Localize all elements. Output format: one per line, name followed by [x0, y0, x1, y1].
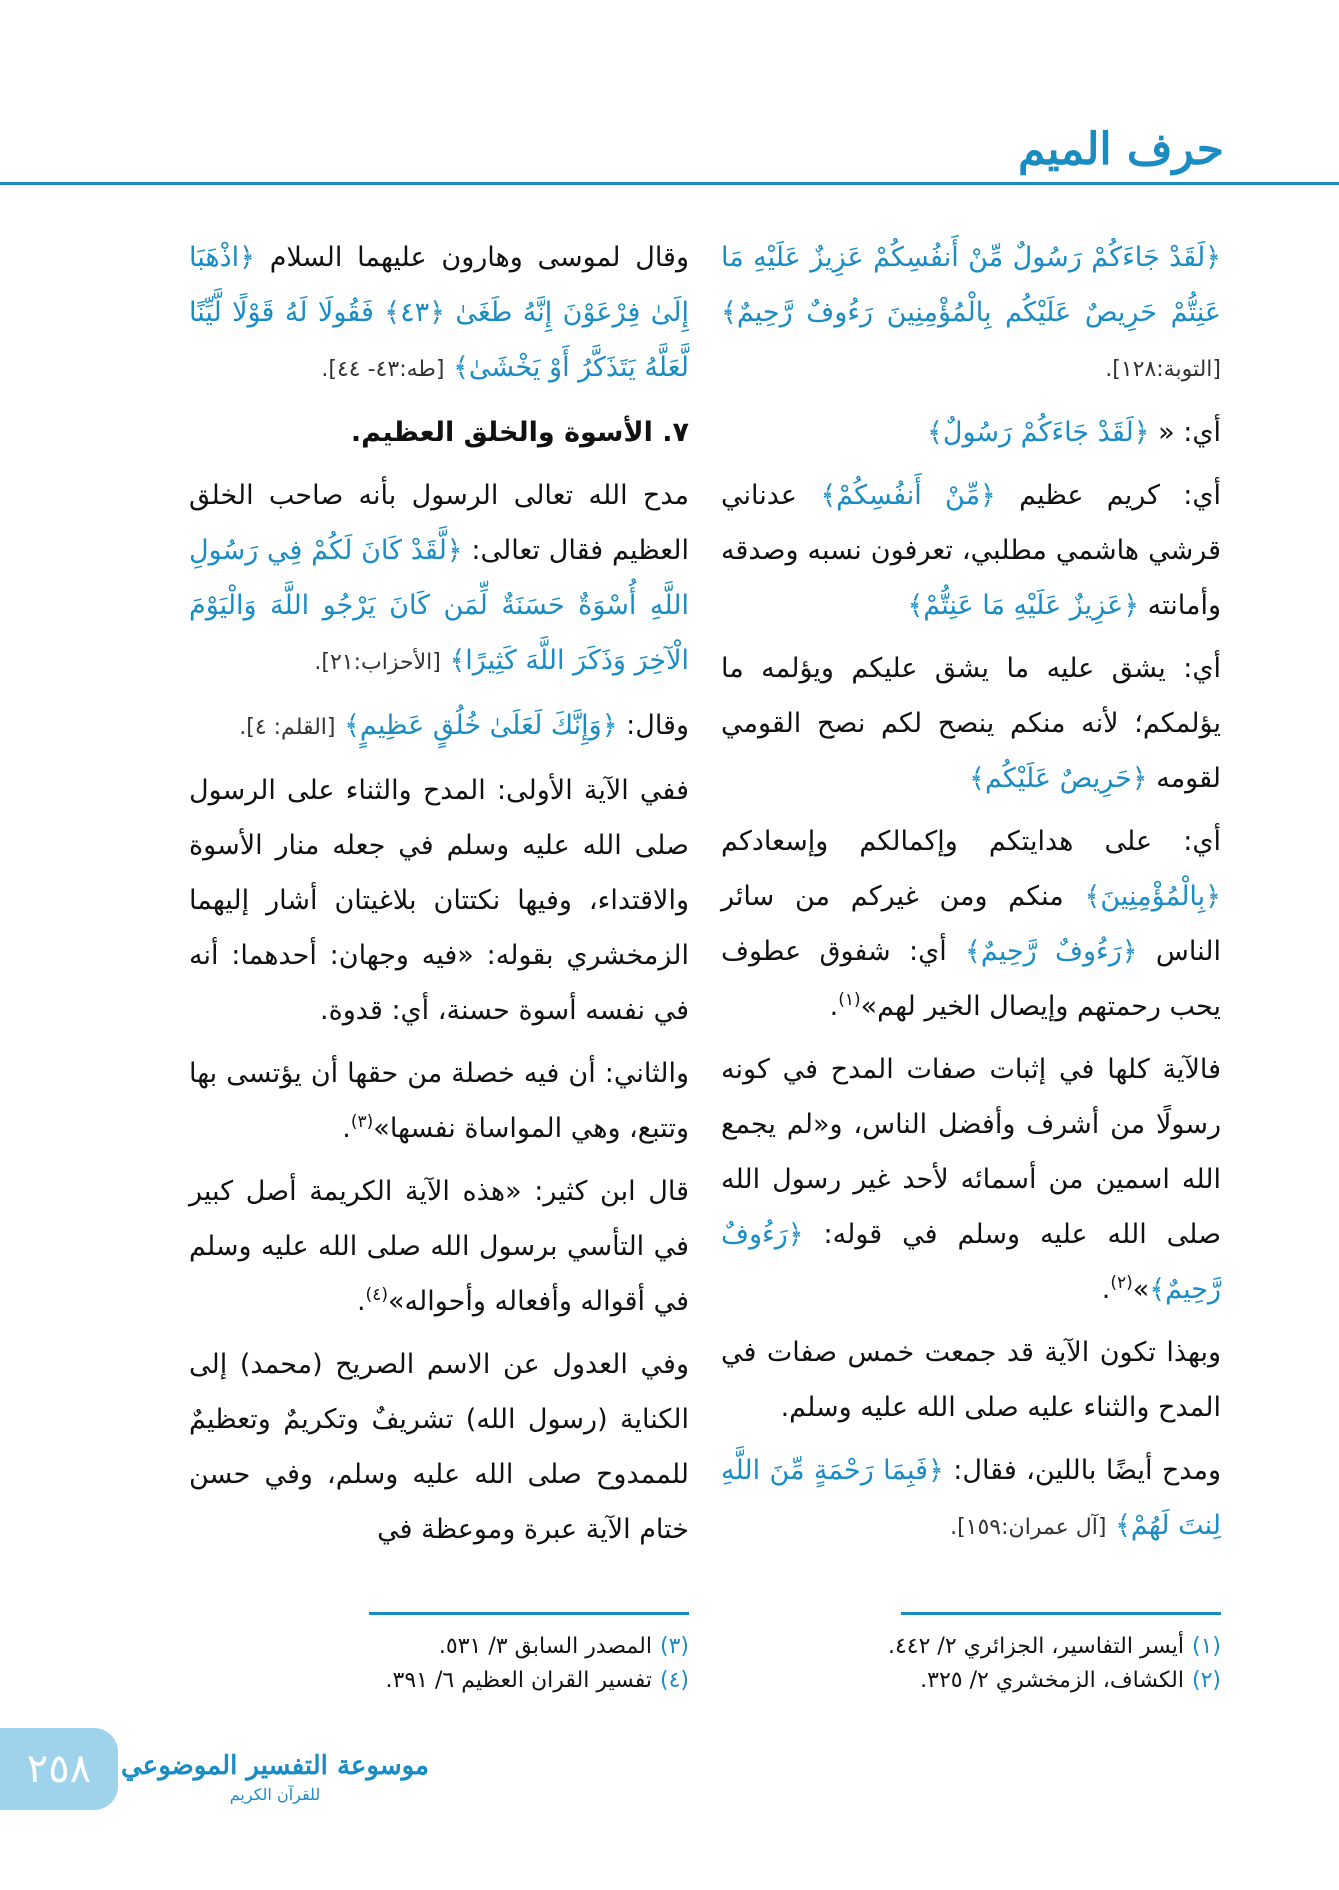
paragraph: وفي العدول عن الاسم الصريح (محمد) إلى الكناية (رسول الله) تشريفٌ وتكريمٌ وتعظيمٌ للممدوح صلى الله عليه وسلم، وفي حسن ختام الآية عبرة وموعظة في: [189, 1349, 689, 1545]
quran-verse: ﴿لَقَدْ جَاءَكُمْ رَسُولٌ مِّنْ أَنفُسِكُمْ عَزِيزٌ عَلَيْهِ مَا عَنِتُّمْ حَرِيصٌ عَلَيْكُم بِالْمُؤْمِنِينَ رَءُوفٌ رَّحِيمٌ﴾: [721, 242, 1221, 328]
encyclopedia-logo: [121, 1730, 429, 1810]
footnote-text: أيسر التفاسير، الجزائري ٢/ ٤٤٢.: [887, 1634, 1184, 1659]
paragraph: والثاني: أن فيه خصلة من حقها أن يؤتسى بها وتتبع، وهي المواساة نفسها»$^{(٣)}$.: [189, 1058, 689, 1144]
verse-reference: [التوبة:١٢٨].: [1105, 357, 1221, 382]
footnote-text: الكشاف، الزمخشري ٢/ ٣٢٥.: [920, 1668, 1184, 1693]
footnote-divider: [901, 1612, 1221, 1615]
text: عدناني قرشي هاشمي مطلبي، تعرفون نسبه وصدقه وأمانته: [721, 480, 1221, 621]
paragraph: [189, 468, 689, 690]
quran-verse: ﴿مِّنْ أَنفُسِكُمْ﴾: [820, 480, 996, 511]
footnote: [721, 1664, 1221, 1698]
footnotes-right: [721, 1630, 1221, 1698]
text: منكم ومن غيركم من سائر الناس: [721, 881, 1221, 967]
left-column: [189, 230, 689, 1565]
paragraph: ففي الآية الأولى: المدح والثناء على الرسول صلى الله عليه وسلم في جعله منار الأسوة والاقتداء، وفيها نكتتان بلاغيتان أشار إليهما الزمخشري بقوله: «فيه وجهان: أحدهما: أنه في نفسه أسوة حسنة، أي: قدوة.: [189, 775, 689, 1026]
logo-subtitle: للقرآن الكريم: [229, 1785, 321, 1804]
paragraph: فالآية كلها في إثبات صفات المدح في كونه رسولًا من أشرف وأفضل الناس، و«لم يجمع الله اسمين من أسمائه لأحد غير رسول الله صلى الله عليه وسلم في قوله: ﴿رَءُوفٌ رَّحِيمٌ﴾»$^{(٢)}$.: [721, 1054, 1221, 1305]
footnote-number: (٣): [659, 1634, 689, 1659]
footnote-number: (٤): [659, 1668, 689, 1693]
footnotes-left: [189, 1630, 689, 1698]
right-column: [721, 230, 1221, 1563]
logo-title: موسوعة التفسير الموضوعي: [121, 1751, 429, 1781]
footnote: [721, 1630, 1221, 1664]
text: »: [1132, 1274, 1150, 1305]
quran-verse: ﴿رَءُوفٌ رَّحِيمٌ﴾: [721, 1219, 1221, 1305]
text: مدح الله تعالى الرسول بأنه صاحب الخلق العظيم فقال تعالى:: [189, 480, 689, 566]
footnote-divider: [369, 1612, 689, 1615]
text: والثاني: أن فيه خصلة من حقها أن يؤتسى بها وتتبع، وهي المواساة نفسها»: [189, 1058, 689, 1144]
verse-reference: [الأحزاب:٢١].: [314, 650, 441, 675]
paragraph: [721, 641, 1221, 806]
header-divider: [0, 182, 1339, 185]
footnote-marker[interactable]: (٢): [1110, 1273, 1133, 1293]
footnote-marker[interactable]: (١): [838, 990, 861, 1010]
footnote-text: تفسير القران العظيم ٦/ ٣٩١.: [385, 1668, 652, 1693]
paragraph: [721, 1443, 1221, 1555]
quran-verse: ﴿لَّقَدْ كَانَ لَكُمْ فِي رَسُولِ اللَّهِ أُسْوَةٌ حَسَنَةٌ لِّمَن كَانَ يَرْجُو اللَّهَ وَالْيَوْمَ الْآخِرَ وَذَكَرَ اللَّهَ كَثِيرًا﴾: [189, 535, 689, 676]
paragraph: [721, 468, 1221, 633]
text: أي: على هدايتكم وإكمالكم وإسعادكم: [721, 826, 1221, 857]
footnote: [189, 1664, 689, 1698]
quran-verse: ﴿وَإِنَّكَ لَعَلَىٰ خُلُقٍ عَظِيمٍ﴾: [344, 710, 618, 741]
text: فالآية كلها في إثبات صفات المدح في كونه رسولًا من أشرف وأفضل الناس، و«لم يجمع الله اسمين من أسمائه لأحد غير رسول الله صلى الله عليه وسلم في قوله:: [721, 1054, 1221, 1250]
quran-verse: ﴿عَزِيزٌ عَلَيْهِ مَا عَنِتُّمْ﴾: [907, 590, 1140, 621]
paragraph: أي: على هدايتكم وإكمالكم وإسعادكم ﴿بِالْمُؤْمِنِينَ﴾ منكم ومن غيركم من سائر الناس ﴿رَءُوفٌ رَّحِيمٌ﴾ أي: شفوق عطوف يحب رحمتهم وإيصال الخير لهم»$^{(١)}$.: [721, 826, 1221, 1022]
text: وقال لموسى وهارون عليهما السلام: [269, 242, 689, 273]
footnote-text: المصدر السابق ٣/ ٥٣١.: [438, 1634, 652, 1659]
quran-verse: ﴿اذْهَبَا إِلَىٰ فِرْعَوْنَ إِنَّهُ طَغَىٰ ﴿٤٣﴾ فَقُولَا لَهُ قَوْلًا لَّيِّنًا لَّعَلَّهُ يَتَذَكَّرُ أَوْ يَخْشَىٰ﴾: [189, 242, 689, 383]
footnote-marker[interactable]: (٤): [365, 1285, 388, 1305]
verse-reference: [القلم: ٤].: [239, 715, 336, 740]
text: وقال:: [626, 710, 689, 741]
quran-verse: ﴿حَرِيصٌ عَلَيْكُم﴾: [969, 763, 1148, 794]
page-header-title: حرف الميم: [1017, 124, 1224, 175]
verse-reference: [آل عمران:١٥٩].: [950, 1515, 1107, 1540]
paragraph: وبهذا تكون الآية قد جمعت خمس صفات في المدح والثناء عليه صلى الله عليه وسلم.: [721, 1337, 1221, 1423]
footnote-marker[interactable]: (٣): [350, 1112, 374, 1132]
text: أي: كريم عظيم: [1019, 480, 1221, 511]
quran-verse: ﴿فَبِمَا رَحْمَةٍ مِّنَ اللَّهِ لِنتَ لَهُمْ﴾: [721, 1455, 1221, 1541]
text: أي: «: [1158, 417, 1221, 448]
paragraph: [189, 698, 689, 755]
text: ومدح أيضًا باللين، فقال:: [953, 1455, 1221, 1486]
page-number-badge: ٢٥٨: [0, 1728, 118, 1810]
footnote: [189, 1630, 689, 1664]
quran-verse: ﴿بِالْمُؤْمِنِينَ﴾: [1084, 881, 1221, 912]
paragraph: قال ابن كثير: «هذه الآية الكريمة أصل كبير في التأسي برسول الله صلى الله عليه وسلم في أقواله وأفعاله وأحواله»$^{(٤)}$.: [189, 1176, 689, 1317]
quran-verse: ﴿لَقَدْ جَاءَكُمْ رَسُولٌ﴾: [927, 417, 1150, 448]
text: أي: يشق عليه ما يشق عليكم ويؤلمه ما يؤلمكم؛ لأنه منكم ينصح لكم نصح القومي لقومه: [721, 653, 1221, 794]
footnote-number: (١): [1191, 1634, 1221, 1659]
quran-verse: ﴿رَءُوفٌ رَّحِيمٌ﴾: [965, 936, 1138, 967]
paragraph: [189, 230, 689, 397]
text: قال ابن كثير: «هذه الآية الكريمة أصل كبير في التأسي برسول الله صلى الله عليه وسلم في أقواله وأفعاله وأحواله»: [189, 1176, 689, 1317]
section-heading: ٧. الأسوة والخلق العظيم.: [350, 417, 689, 448]
verse-reference: [طه:٤٣- ٤٤].: [321, 357, 445, 382]
paragraph: [721, 405, 1221, 460]
footnote-number: (٢): [1191, 1668, 1221, 1693]
paragraph: [721, 230, 1221, 397]
text: أي: شفوق عطوف يحب رحمتهم وإيصال الخير لهم»: [721, 936, 1221, 1022]
